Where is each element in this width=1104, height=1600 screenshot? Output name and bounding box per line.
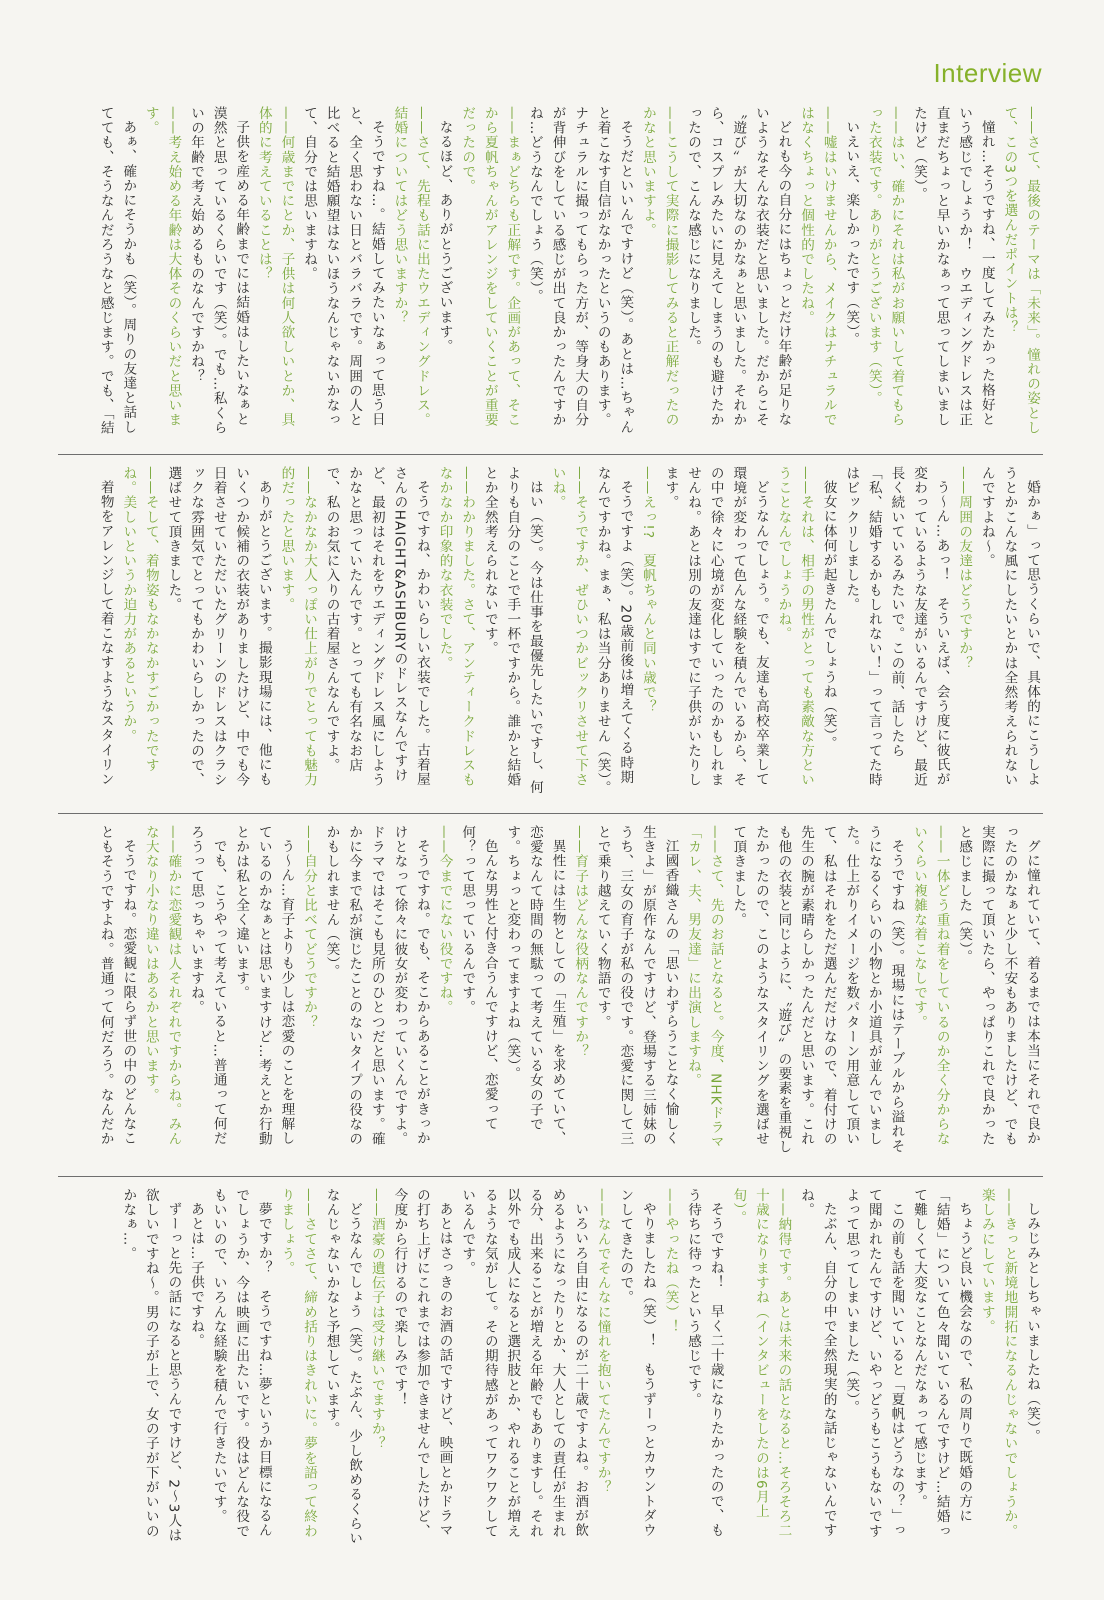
interview-question: —— 嘘はいけませんから、メイクはナチュラルではなくちょっと個性的でしたね。 (794, 106, 839, 438)
interview-question: —— 酒豪の遺伝子は受け継いでますか？ (365, 1188, 388, 1548)
interview-question: —— きっと新境地開拓になるんじゃないでしょうか。楽しみにしています。 (975, 1188, 1020, 1548)
interview-question: —— まぁどちらも正解です。企画があって、そこから夏帆ちゃんがアレンジをしていくことが重要だったので。 (456, 106, 524, 438)
interview-question: —— さて、先程も話に出たウエディングドレス。結婚についてはどう思いますか？ (388, 106, 433, 438)
interview-question: —— なかなか大人っぽい仕上がりでとっても魅力的だったと思います。 (275, 466, 320, 796)
interview-answer: そうですね、かわいらしい衣装でした。古着屋さんのHAIGHT&ASHBURYのドレスなんですけど、最初はそれをウエディングドレス風にしようかなと思っていたんです。とっても有名なお店で、私のお気に入りの古着屋さんなんですよ。 (323, 466, 430, 788)
interview-question: —— 自分と比べてどうですか？ (297, 825, 320, 1155)
interview-answer: 色んな男性と付き合うんですけど、恋愛って何？って思っているんです。 (459, 825, 498, 1131)
interview-answer: 着物をアレンジして着こなすようなスタイリン (97, 479, 114, 787)
interview-answer: う〜ん…育子よりも少しは恋愛のことを理解しているのかなぁとは思いますけど…考えとか行動とかは私と全く違います。 (233, 825, 295, 1147)
interview-answer: どれも今の自分にはちょっとだけ年齢が足りないようなそんな衣装だと思いました。だからこそ〝遊び〟が大切なのかなぁと思いました。それから、コスプレみたいに見えてしまうのも避けたかったので、こんな感じになりました。 (685, 106, 792, 428)
interview-answer: そうですね（笑）。現場にはテーブルから溢れそうになるくらいの小物とか小道具が並んでいました。仕上がりイメージを数パターン用意して頂いて、私はそれをただ選んだだけなので、着付けの先生の腕が素晴らしかったんだと思います。これも他の衣装と同じように、〝遊び〟の要素を重視したかったので、このようなスタイリングを選ばせて頂きました。 (730, 825, 905, 1154)
interview-section-2 (58, 466, 1043, 796)
interview-question: —— こうして実際に撮影してみると正解だったのかなと思いますよ。 (636, 106, 681, 438)
interview-answer: あとは…子供ですね。 (188, 1201, 205, 1348)
interview-answer: そうですね…。結婚してみたいなぁって思う日と、全く思わない日とバラバラです。周囲の人と比べると結婚願望はないほうなんじゃないかなって、自分では思いますね。 (301, 106, 385, 428)
interview-answer: どうなんでしょう。でも、友達も高校卒業して環境が変わって色んな経験を積んでいるから、その中で徐々に心境が変化していったのかもしれませんね。あとは別の友達はすでに子供がいたりします。 (662, 466, 769, 788)
interview-answer: そうですね。恋愛観に限らず世の中のどんなこともそうですよね。普通って何だろう。なんだか (97, 825, 137, 1147)
interview-question: —— さて、先のお話となると。今度、NHKドラマ「カレ、夫、男友達」に出演しますね。 (682, 825, 727, 1155)
interview-answer: そうですよ（笑）。20歳前後は増えてくる時期なんですかね。まぁ、私は当分ありません（笑）。 (594, 466, 634, 795)
interview-answer: 憧れ…そうですね、一度してみたかった格好という感じでしょうか！ ウエディングドレスは正直まだちょっと早いかなぁって思ってしまいましたけど（笑）。 (911, 106, 995, 428)
interview-answer: グに憧れていて、着るまでは本当にそれで良かったのかなぁと少し不安もありましたけど、でも実際に撮って頂いたら、やっぱりこれで良かったと感じました（笑）。 (956, 825, 1040, 1147)
interview-answer: たぶん、自分の中で全然現実的な話じゃないんですね。 (798, 1188, 837, 1538)
interview-answer: 子供を産める年齢までには結婚はしたいなぁと漠然と思っているくらいです（笑）。でも…私くらいの年齢で考え始めるものなんですかね？ (188, 106, 250, 435)
interview-answer: いろいろ自由になるのが二十歳ですよね。お酒が飲めるようになったりとか、大人としての責任が生まれる分、出来ることが増える年齢でもありますし。それ以外でも成人になると選択肢とか、やれることが増えるような気がして。その期待感があってワクワクしているんです。 (459, 1188, 589, 1539)
interview-answer: なるほど、ありがとうございます。 (436, 119, 453, 354)
interview-question: —— はい、確かにそれは私がお願いして着てもらった衣装です。ありがとうございます（笑）。 (862, 106, 907, 438)
interview-question: —— 一体どう重ね着をしているのか全く分からないくらい複雑な着こなしです。 (907, 825, 952, 1155)
interview-question: —— なんでそんなに憧れを抱いてたんですか？ (591, 1188, 614, 1548)
section-divider (58, 813, 1043, 814)
interview-answer: 異性には生物としての「生殖」を求めていて、恋愛なんて時間の無駄って考えている女の子です。ちょっと変わってますよね（笑）。 (504, 825, 566, 1146)
interview-answer: う〜ん…あっ！ そういえば、会う度に彼氏が変わっているような友達がいるんですけど、最近長く続いているみたいで。この前、話したら「私、結婚するかもしれない！」って言ってた時はビックリしました。 (843, 466, 950, 788)
interview-section-4 (58, 1188, 1043, 1548)
interview-answer: あぁ、確かにそうかも（笑）。周りの友達と話してても、そうなんだろうなと感じます。でも、「結 (97, 106, 137, 435)
interview-answer: しみじみとしちゃいましたね（笑）。 (1024, 1201, 1040, 1443)
interview-answer: 彼女に体何が起きたんでしょうね（笑）。 (820, 479, 837, 751)
interview-question: —— えっ!? 夏帆ちゃんと同い歳で？ (636, 466, 659, 796)
interview-question: —— 納得です。あとは未来の話となると…そろそろ二十歳になりますね（インタビューをしたのは6月上旬）。 (727, 1188, 795, 1548)
section-divider (58, 454, 1043, 455)
interview-question: —— やったね（笑）！ (659, 1188, 682, 1548)
interview-question: —— さて、最後のテーマは「未来」。憧れの姿として、この3つを選んだポイントは？ (998, 106, 1043, 438)
interview-answer: ずーっと先の話になると思うんですけど、2〜3人は欲しいですね〜。男の子が上で、女の子が下がいいのかなぁ…。 (120, 1188, 182, 1543)
section-divider (58, 1176, 1043, 1177)
interview-answer: いえいえ、楽しかったです（笑）。 (843, 119, 860, 347)
interview-answer: そうですね！ 早く二十歳になりたかったので、もう待ちに待ったという感じです。 (685, 1188, 724, 1538)
interview-answer: どうなんでしょう（笑）。たぶん、少し飲めるくらいなんじゃないかなと予想しています。 (323, 1188, 363, 1546)
interview-question: —— 確かに恋愛観は人それぞれですからね。みんな大なり小なり違いはあるかと思います。 (139, 825, 184, 1155)
interview-question: —— 何歳までにとか、子供は何人欲しいとか、具体的に考えていることは？ (252, 106, 297, 438)
interview-answer: あとはさっきのお酒の話ですけど、映画とかドラマの打ち上げにこれまでは参加できませんでしたけど、今度から行けるので楽しみです！ (391, 1188, 453, 1539)
interview-answer: そうだといいんですけど（笑）。あとは…ちゃんと着こなす自信がなかったというのもあります。ナチュラルに撮ってもらった方が、等身大の自分が背伸びをしている感じが出て良かったんですかね…どうなんでしょう（笑）。 (526, 106, 634, 434)
interview-answer: でも、こうやって考えていると…普通って何だろうって思っちゃいますね。 (188, 825, 227, 1146)
interview-question: —— そうですか、ぜひいつかビックリさせて下さいね。 (546, 466, 591, 796)
interview-section-1 (58, 106, 1043, 438)
interview-question: —— それは、相手の男性がとっても素敵な方ということなんでしょうかね。 (772, 466, 817, 796)
interview-question: —— 今までにない役ですね。 (433, 825, 456, 1155)
interview-question: —— 周囲の友達はどうですか？ (953, 466, 976, 796)
interview-question: —— さてさて、締め括りはきれいに。夢を語って終わりましょう。 (275, 1188, 320, 1548)
interview-answer: そうですね。でも、そこからあることがきっかけとなって徐々に彼女が変わっていくんですよ。ドラマではそこも見所のひとつだと思います。確かに今まで私が演じたことのないタイプの役なのかもしれません（笑）。 (323, 825, 430, 1147)
interview-answer: この前も話を聞いていると「夏帆はどうなの？」って聞かれたんですけど、いやっどうもこうもないですよって思ってしまいました（笑）。 (843, 1188, 905, 1539)
interview-answer: やりましたね（笑）！ もうずーっとカウントダウンしてきたので。 (617, 1188, 656, 1538)
page-header-title: Interview (933, 58, 1042, 88)
interview-question: —— 育子はどんな役柄なんですか？ (569, 825, 592, 1155)
interview-question: —— 考え始める年齢は大体そのくらいだと思います。 (139, 106, 184, 438)
interview-section-3 (58, 825, 1043, 1155)
interview-answer: 婚かぁ」って思うくらいで、具体的にこうしようとかこんな風にしたいとかは全然考えられないんですよね〜。 (978, 466, 1040, 788)
interview-question: —— わかりました。さて、アンティークドレスもなかなか印象的な衣装でした。 (433, 466, 478, 796)
interview-answer: 夢ですか？ そうですね…夢というか目標になるんでしょうか、今は映画に出たいです。役はどんな役でもいいので、いろんな経験を積んで行きたいです。 (210, 1188, 272, 1539)
interview-question: —— そして、着物姿もなかなかすごかったですね。美しいというか迫力があるというか。 (117, 466, 162, 796)
interview-answer: はい（笑）。今は仕事を最優先したいですし、何よりも自分のことで手一杯ですから。誰かと結婚とか全然考えられないです。 (481, 466, 543, 794)
interview-answer: ありがとうございます。撮影現場には、他にもいくつか候補の衣装がありましたけど、中でも今日着させていただいたグリーンのドレスはクラシックな雰囲気でとってもかわいらしかったので、選ばせて頂きました。 (165, 466, 272, 788)
interview-answer: 江國香織さんの「思いわずらうことなく愉しく生きよ」が原作なんですけど、登場する三姉妹のうち、三女の育子が私の役です。恋愛に関して三とで乗り越えていく物語です。 (594, 825, 679, 1147)
interview-answer: ちょうど良い機会なので、私の周りで既婚の方に「結婚」について色々聞いているんですけど…結婚って難しくて大変なことなんだなぁって感じます。 (911, 1188, 973, 1539)
